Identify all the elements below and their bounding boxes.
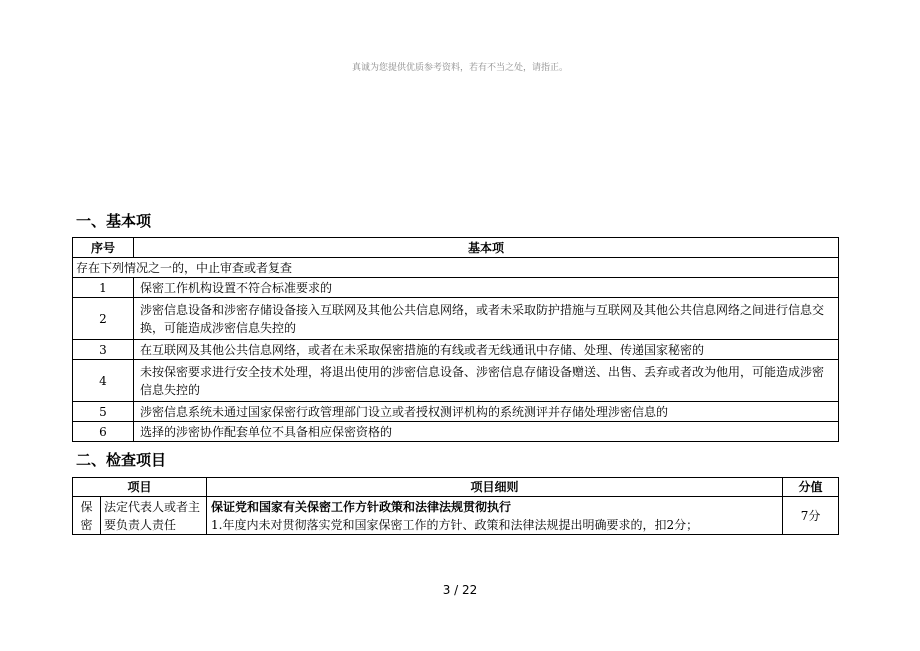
row-text: 涉密信息设备和涉密存储设备接入互联网及其他公共信息网络，或者未采取防护措施与互联网及其他公共信息网络之间进行信息交换，可能造成涉密信息失控的 <box>134 298 839 340</box>
intro-row <box>73 258 839 278</box>
table-row <box>73 422 839 442</box>
detail-line: 1.年度内未对贯彻落实党和国家保密工作的方针、政策和法律法规提出明确要求的，扣2分； <box>211 517 699 532</box>
subcategory-cell: 法定代表人或者主要负责人责任 <box>101 497 207 535</box>
category-cell: 保密 <box>73 497 101 535</box>
detail-title: 保证党和国家有关保密工作方针政策和法律法规贯彻执行 <box>211 499 512 514</box>
row-text: 选择的涉密协作配套单位不具备相应保密资格的 <box>134 422 839 442</box>
row-number: 2 <box>73 298 134 340</box>
row-text: 涉密信息系统未通过国家保密行政管理部门设立或者授权测评机构的系统测评并存储处理涉密信息的 <box>134 402 839 422</box>
page-number: 3 / 22 <box>442 583 478 597</box>
score-cell: 7分 <box>783 497 839 535</box>
table-row <box>73 298 839 340</box>
section-title-basic: 一、基本项 <box>76 212 152 230</box>
table-row <box>73 497 839 535</box>
col-header-item: 项目 <box>73 478 207 497</box>
row-number: 3 <box>73 340 134 360</box>
basic-items-table <box>72 237 839 442</box>
section-title-inspection: 二、检查项目 <box>76 451 167 469</box>
col-header-score: 分值 <box>783 478 839 497</box>
table-row <box>73 278 839 298</box>
watermark-text: 真诚为您提供优质参考资料，若有不当之处，请指正。 <box>351 63 568 73</box>
table-row <box>73 402 839 422</box>
row-number: 1 <box>73 278 134 298</box>
inspection-items-table <box>72 477 839 535</box>
table-row <box>73 340 839 360</box>
col-header-detail: 项目细则 <box>207 478 783 497</box>
col-header-no: 序号 <box>73 238 134 258</box>
detail-cell <box>207 497 783 535</box>
table-header-row <box>73 238 839 258</box>
row-text: 未按保密要求进行安全技术处理，将退出使用的涉密信息设备、涉密信息存储设备赠送、出售、丢弃或者改为他用，可能造成涉密信息失控的 <box>134 360 839 402</box>
table-row <box>73 360 839 402</box>
row-number: 4 <box>73 360 134 402</box>
row-number: 6 <box>73 422 134 442</box>
row-text: 在互联网及其他公共信息网络，或者在未采取保密措施的有线或者无线通讯中存储、处理、传递国家秘密的 <box>134 340 839 360</box>
table-header-row <box>73 478 839 497</box>
row-text: 保密工作机构设置不符合标准要求的 <box>134 278 839 298</box>
row-number: 5 <box>73 402 134 422</box>
col-header-item: 基本项 <box>134 238 839 258</box>
intro-text: 存在下列情况之一的，中止审查或者复查 <box>73 258 839 278</box>
